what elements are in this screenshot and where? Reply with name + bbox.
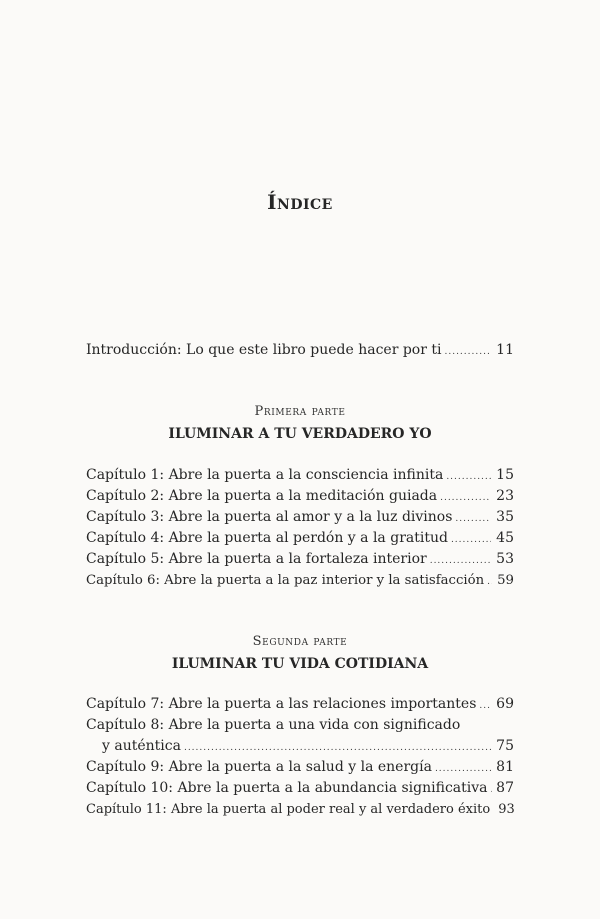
toc-entry-ch4 xyxy=(86,528,514,549)
toc-entry-page: 45 xyxy=(496,530,514,546)
toc-entry-page: 59 xyxy=(497,573,514,588)
toc-entry-intro xyxy=(86,340,514,361)
toc-entry-page: 11 xyxy=(496,342,514,358)
toc-intro xyxy=(86,340,514,361)
toc-entry-ch10 xyxy=(86,778,514,799)
toc-entry-label: Capítulo 11: Abre la puerta al poder real y al verdadero éxito xyxy=(86,802,491,817)
toc-entry-page: 15 xyxy=(496,467,514,483)
toc-entry-label: Capítulo 6: Abre la puerta a la paz interior y la satisfacción xyxy=(86,573,485,588)
toc-entry-page: 23 xyxy=(496,488,514,504)
toc-entry-ch7 xyxy=(86,694,514,715)
toc-entry-label: Capítulo 4: Abre la puerta al perdón y a la gratitud xyxy=(86,530,448,546)
toc-part-1 xyxy=(86,465,514,591)
part-2-kicker: Segunda parte xyxy=(252,634,348,649)
dot-leader xyxy=(491,780,492,801)
toc-entry-label: Introducción: Lo que este libro puede hacer por ti xyxy=(86,342,442,358)
toc-entry-label: Capítulo 8: Abre la puerta a una vida con significado xyxy=(86,717,461,733)
dot-leader xyxy=(435,759,491,780)
toc-entry-page: 81 xyxy=(496,759,514,775)
part-1-title: ILUMINAR A TU VERDADERO YO xyxy=(168,426,432,442)
toc-entry-page: 53 xyxy=(496,551,514,567)
part-1-kicker: Primera parte xyxy=(254,404,346,419)
toc-entry-ch1 xyxy=(86,465,514,486)
toc-entry-page: 93 xyxy=(498,802,515,817)
dot-leader xyxy=(451,530,491,551)
dot-leader xyxy=(184,738,491,759)
toc-entry-ch9 xyxy=(86,757,514,778)
toc-part-2 xyxy=(86,694,514,820)
toc-entry-label: Capítulo 1: Abre la puerta a la consciencia infinita xyxy=(86,467,444,483)
dot-leader xyxy=(440,488,491,509)
dot-leader xyxy=(430,551,491,572)
toc-entry-page: 87 xyxy=(496,780,514,796)
toc-entry-ch3 xyxy=(86,507,514,528)
toc-entry-ch8 xyxy=(86,715,514,736)
dot-leader xyxy=(444,342,491,363)
dot-leader xyxy=(455,509,491,530)
toc-entry-page: 35 xyxy=(496,509,514,525)
toc-entry-ch6 xyxy=(86,570,514,591)
dot-leader xyxy=(479,696,491,717)
toc-entry-label: Capítulo 10: Abre la puerta a la abundancia significativa xyxy=(86,780,488,796)
toc-entry-label: Capítulo 2: Abre la puerta a la meditación guiada xyxy=(86,488,438,504)
toc-entry-page: 75 xyxy=(496,738,514,754)
toc-entry-label: Capítulo 5: Abre la puerta a la fortaleza interior xyxy=(86,551,427,567)
toc-entry-label: Capítulo 9: Abre la puerta a la salud y la energía xyxy=(86,759,432,775)
toc-entry-ch11 xyxy=(86,799,514,820)
index-title: Índice xyxy=(267,190,333,214)
toc-entry-label: Capítulo 3: Abre la puerta al amor y a la luz divinos xyxy=(86,509,453,525)
toc-entry-ch8-continued xyxy=(86,736,514,757)
toc-entry-ch2 xyxy=(86,486,514,507)
toc-entry-ch5 xyxy=(86,549,514,570)
dot-leader xyxy=(446,467,491,488)
toc-entry-page: 69 xyxy=(496,696,514,712)
toc-entry-label: Capítulo 7: Abre la puerta a las relaciones importantes xyxy=(86,696,477,712)
toc-entry-label: y auténtica xyxy=(102,738,181,754)
dot-leader xyxy=(487,572,492,593)
part-2-title: ILUMINAR TU VIDA COTIDIANA xyxy=(171,656,429,672)
